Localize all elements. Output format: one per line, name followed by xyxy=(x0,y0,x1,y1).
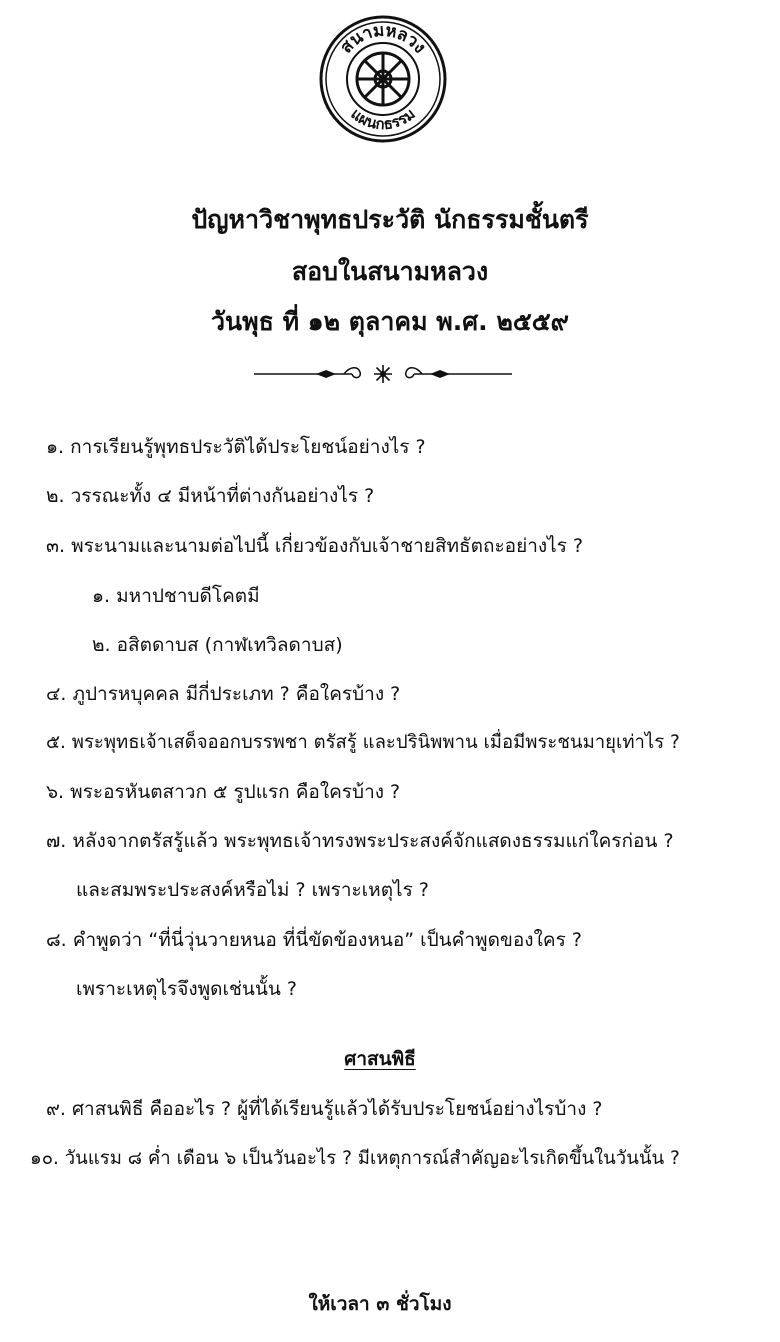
time-allowed: ให้เวลา ๓ ชั่วโมง xyxy=(308,1293,452,1315)
question-3-subitem-2: ๒. อสิตดาบส (กาฬเทวิลดาบส) xyxy=(92,634,343,656)
question-3: ๓. พระนามและนามต่อไปนี้ เกี่ยวข้องกับเจ้าชายสิทธัตถะอย่างไร ? xyxy=(46,535,584,557)
question-9: ๙. ศาสนพิธี คืออะไร ? ผู้ที่ได้เรียนรู้แล้วได้รับประโยชน์อย่างไรบ้าง ? xyxy=(46,1098,603,1120)
question-10: ๑๐. วันแรม ๘ ค่ำ เดือน ๖ เป็นวันอะไร ? มีเหตุการณ์สำคัญอะไรเกิดขึ้นในวันนั้น ? xyxy=(30,1148,680,1169)
question-7: ๗. หลังจากตรัสรู้แล้ว พระพุทธเจ้าทรงพระประสงค์จักแสดงธรรมแก่ใครก่อน ? xyxy=(46,830,674,852)
question-8: ๘. คำพูดว่า “ที่นี่วุ่นวายหนอ ที่นี่ขัดข้องหนอ” เป็นคำพูดของใคร ? xyxy=(46,929,582,951)
dharma-wheel-icon xyxy=(357,53,409,105)
question-5: ๕. พระพุทธเจ้าเสด็จออกบรรพชา ตรัสรู้ และปรินิพพาน เมื่อมีพระชนมายุเท่าไร ? xyxy=(46,732,680,753)
question-7-continued: และสมพระประสงค์หรือไม่ ? เพราะเหตุไร ? xyxy=(76,879,429,901)
exam-subtitle: สอบในสนามหลวง xyxy=(291,257,489,286)
question-3-subitem-1: ๑. มหาปชาบดีโคตมี xyxy=(92,585,260,607)
question-2: ๒. วรรณะทั้ง ๔ มีหน้าที่ต่างกันอย่างไร ? xyxy=(46,485,375,507)
seal-logo xyxy=(318,14,448,144)
seal-bottom-text: แผนกธรรม xyxy=(347,104,419,134)
question-8-continued: เพราะเหตุไรจึงพูดเช่นนั้น ? xyxy=(76,978,297,1000)
exam-title: ปัญหาวิชาพุทธประวัติ นักธรรมชั้นตรี xyxy=(191,205,589,234)
question-1: ๑. การเรียนรู้พุทธประวัติได้ประโยชน์อย่างไร ? xyxy=(46,436,426,458)
seal-top-text: สนามหลวง xyxy=(336,20,430,58)
section-heading: ศาสนพิธี xyxy=(344,1048,416,1070)
question-4: ๔. ภูปารหบุคคล มีกี่ประเภท ? คือใครบ้าง ? xyxy=(46,683,401,705)
question-6: ๖. พระอรหันตสาวก ๕ รูปแรก คือใครบ้าง ? xyxy=(46,781,401,803)
ornament-divider xyxy=(252,362,514,386)
svg-text:แผนกธรรม xyxy=(347,105,418,133)
exam-date: วันพุธ ที่ ๑๒ ตุลาคม พ.ศ. ๒๕๕๙ xyxy=(211,307,569,336)
